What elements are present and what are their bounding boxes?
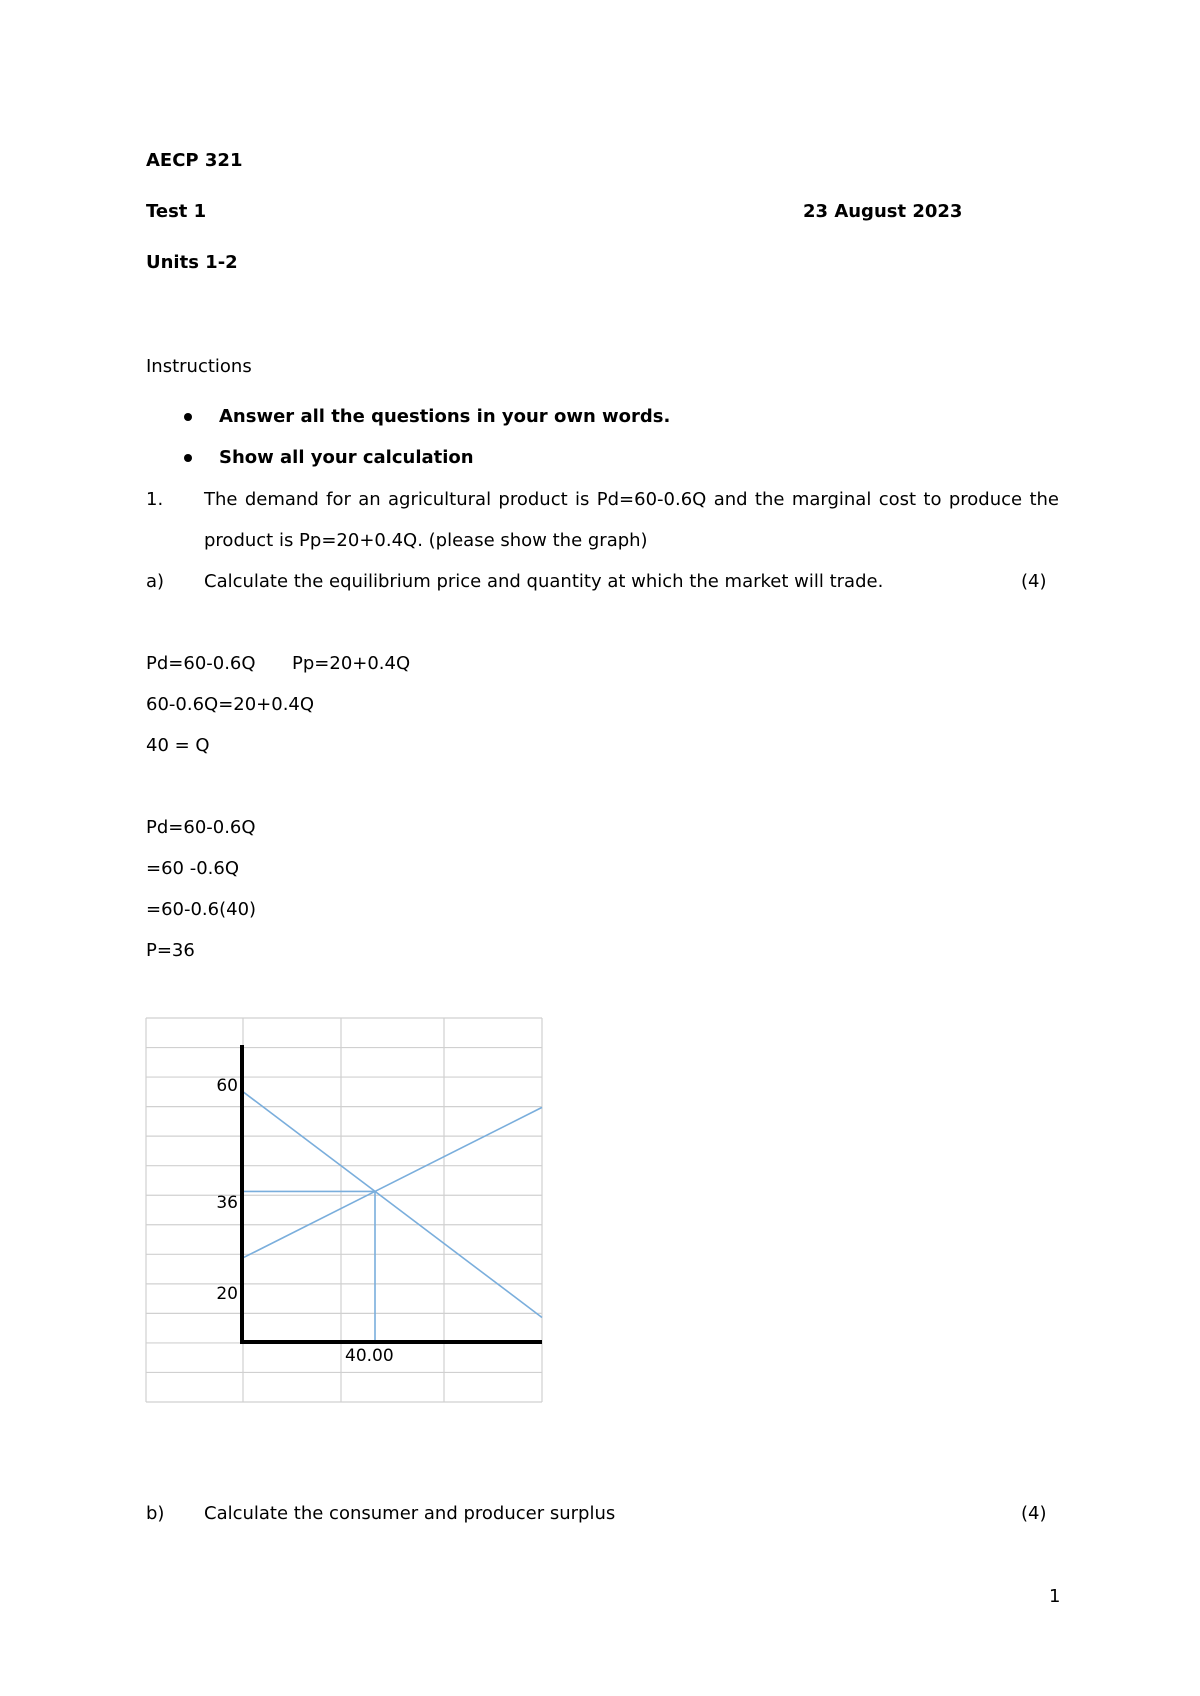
instructions-heading: Instructions (146, 356, 252, 377)
working-step-6: P=36 (146, 940, 195, 961)
x-tick-label-40: 40.00 (345, 1346, 394, 1366)
working-eq-demand: Pd=60-0.6Q (146, 653, 256, 674)
working-step-2: 40 = Q (146, 735, 210, 756)
test-date: 23 August 2023 (803, 201, 963, 222)
units-label: Units 1-2 (146, 252, 238, 273)
y-tick-label-36: 36 (216, 1193, 238, 1213)
part-a-text: Calculate the equilibrium price and quantity at which the market will trade. (204, 571, 884, 592)
series-layer (242, 1091, 542, 1342)
y-tick-label-20: 20 (216, 1284, 238, 1304)
grid-layer (146, 1018, 542, 1402)
test-title: Test 1 (146, 201, 207, 222)
part-b-text: Calculate the consumer and producer surplus (204, 1503, 616, 1524)
part-b-marks: (4) (1021, 1503, 1047, 1524)
working-step-4: =60 -0.6Q (146, 858, 239, 879)
working-step-1: 60-0.6Q=20+0.4Q (146, 694, 315, 715)
question-text-line1: The demand for an agricultural product is Pd=60-0.6Q and the marginal cost to produce the (204, 489, 1059, 510)
part-a-label: a) (146, 571, 165, 592)
part-b-label: b) (146, 1503, 165, 1524)
instruction-bullet-1: Answer all the questions in your own words. (219, 406, 671, 427)
working-eq-supply: Pp=20+0.4Q (292, 653, 411, 674)
y-tick-label-60: 60 (216, 1076, 238, 1096)
part-a-marks: (4) (1021, 571, 1047, 592)
question-text-line2: product is Pp=20+0.4Q. (please show the graph) (204, 530, 648, 551)
course-code: AECP 321 (146, 150, 243, 171)
page-number: 1 (1049, 1586, 1061, 1607)
question-number: 1. (146, 489, 164, 510)
supply-line (242, 1107, 542, 1258)
working-step-5: =60-0.6(40) (146, 899, 257, 920)
instruction-bullet-2: Show all your calculation (219, 447, 474, 468)
working-step-3: Pd=60-0.6Q (146, 817, 256, 838)
